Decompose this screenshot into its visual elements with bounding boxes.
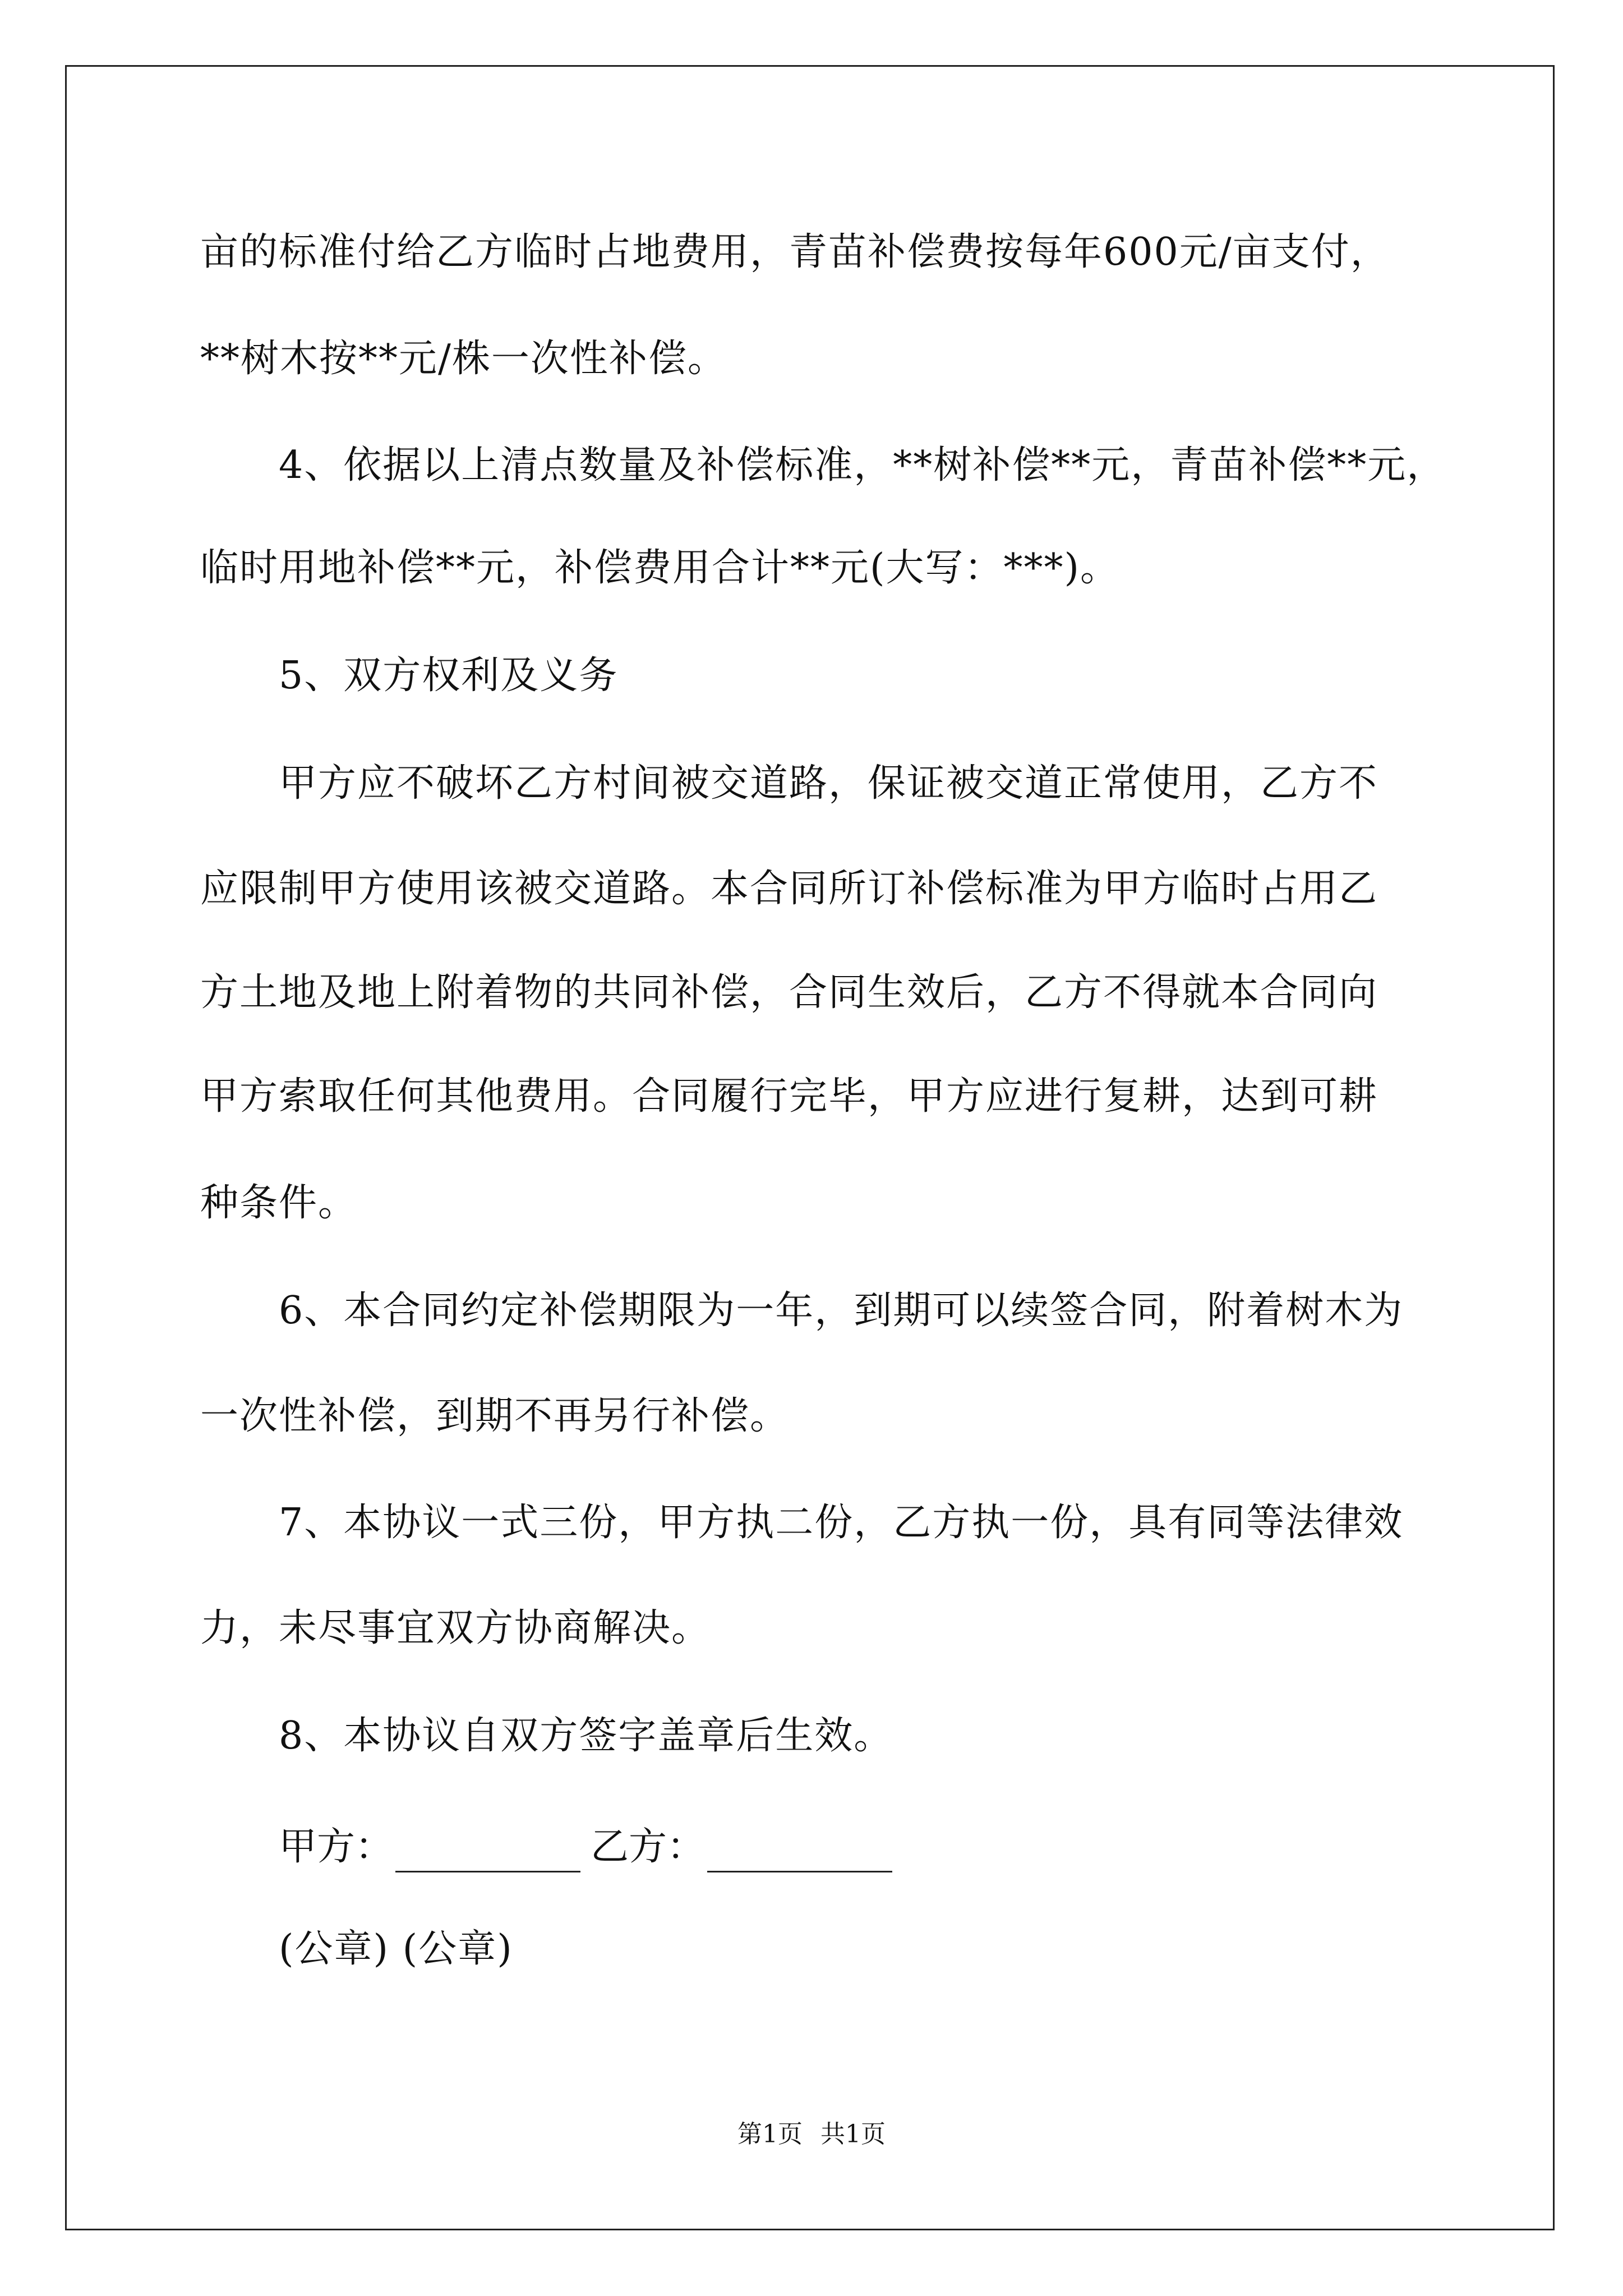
- party-a-signature-blank: [395, 1834, 580, 1872]
- text-line: 6、本合同约定补偿期限为一年，到期可以续签合同，附着树木为: [279, 1289, 1404, 1333]
- page-border: [65, 65, 1555, 2230]
- text-line: 一次性补偿，到期不再另行补偿。: [200, 1394, 790, 1438]
- text-line: 方土地及地上附着物的共同补偿，合同生效后，乙方不得就本合同向: [200, 970, 1378, 1015]
- party-a-label: 甲方：: [279, 1825, 394, 1869]
- party-b-label: 乙方：: [591, 1825, 706, 1869]
- page-total: 共1页: [820, 2120, 886, 2148]
- text-line: 4、依据以上清点数量及补偿标准，**树补偿**元，青苗补偿**元，: [279, 443, 1446, 487]
- page-footer: [0, 2118, 1623, 2151]
- text-line: 甲方索取任何其他费用。合同履行完毕，甲方应进行复耕，达到可耕: [200, 1074, 1378, 1119]
- text-line: 临时用地补偿**元，补偿费用合计**元(大写：***)。: [200, 546, 1120, 590]
- text-line: 甲方应不破坏乙方村间被交道路，保证被交道正常使用，乙方不: [279, 761, 1378, 806]
- text-line: **树木按**元/株一次性补偿。: [200, 337, 727, 381]
- text-line: 种条件。: [200, 1181, 358, 1225]
- text-line: 8、本协议自双方签字盖章后生效。: [279, 1714, 893, 1758]
- text-line: 力，未尽事宜双方协商解决。: [200, 1606, 711, 1650]
- text-line: 亩的标准付给乙方临时占地费用，青苗补偿费按每年600元/亩支付，: [200, 230, 1390, 274]
- seal-line: (公章) (公章): [279, 1927, 513, 1971]
- page-number: 第1页: [737, 2120, 803, 2148]
- text-line: 应限制甲方使用该被交道路。本合同所订补偿标准为甲方临时占用乙: [200, 867, 1378, 911]
- party-b-signature-blank: [707, 1834, 892, 1872]
- section-heading: 5、双方权利及义务: [279, 654, 619, 698]
- text-line: 7、本协议一式三份，甲方执二份，乙方执一份，具有同等法律效: [279, 1501, 1404, 1545]
- signature-row: [279, 1822, 902, 1872]
